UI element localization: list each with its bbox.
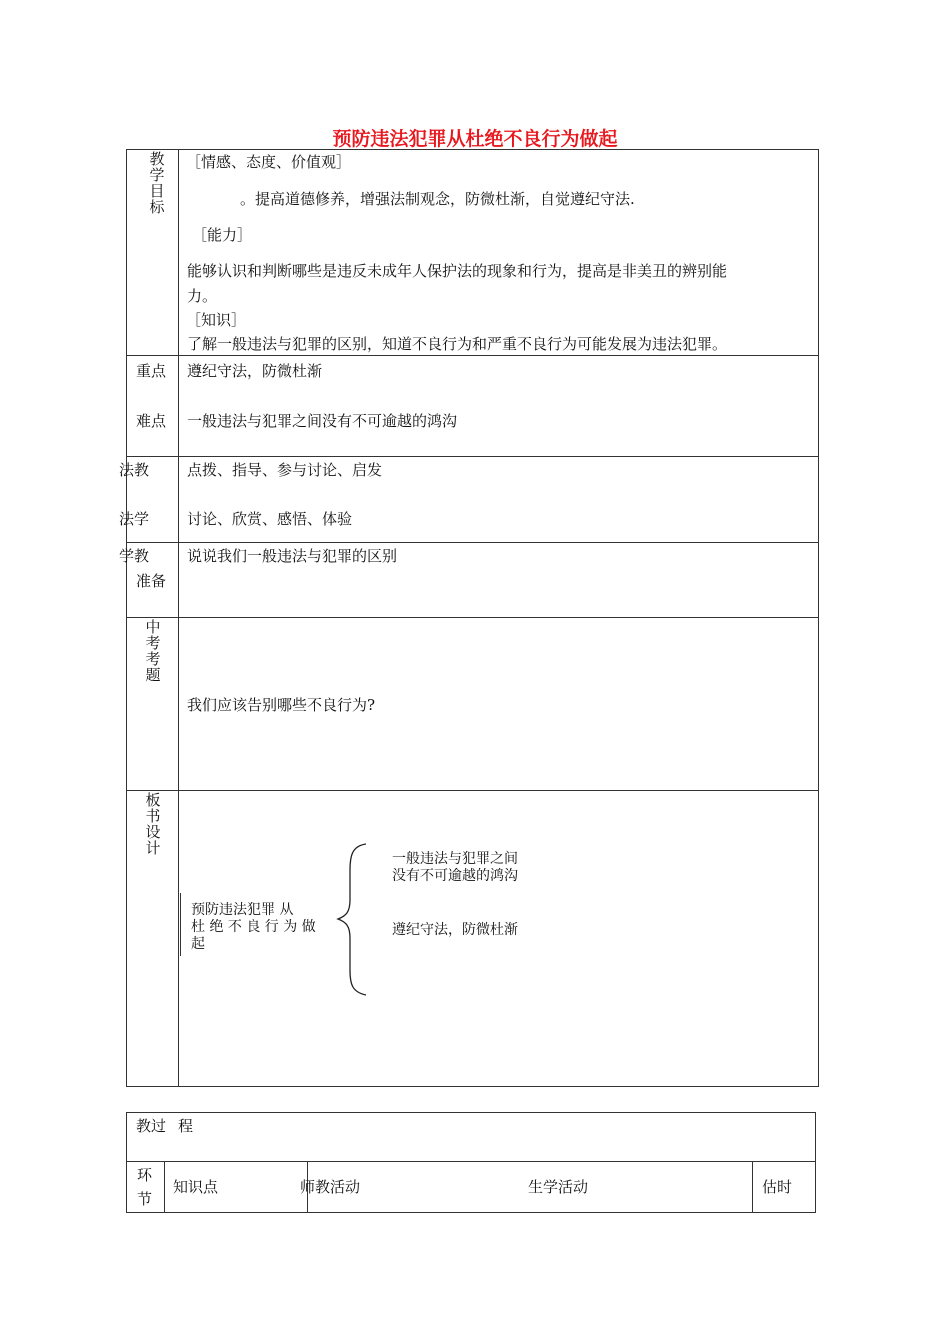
preparation-text: 说说我们一般违法与犯罪的区别 <box>187 547 398 565</box>
process-label: 教过 <box>136 1117 167 1135</box>
time-header: 估时 <box>762 1178 793 1196</box>
board-right-text-3: 遵纪守法，防微杜渐 <box>392 922 518 938</box>
ability-text-1: 能够认识和判断哪些是违反未成年人保护法的现象和行为，提高是非美丑的辨别能 <box>187 262 728 280</box>
ability-header: ［能力］ <box>192 226 253 244</box>
board-right-text-2: 没有不可逾越的鸿沟 <box>392 868 518 884</box>
difficulty-label: 难点 <box>136 412 167 430</box>
stage-header-line1: 环 <box>137 1166 153 1184</box>
difficulty-text: 一般违法与犯罪之间没有不可逾越的鸿沟 <box>187 412 458 430</box>
key-point-label: 重点 <box>136 362 167 380</box>
lesson-plan-table <box>126 149 819 1087</box>
student-activity-header: 生学活动 <box>528 1178 589 1196</box>
emotion-header: ［情感、态度、价值观］ <box>186 153 352 171</box>
preparation-label-1: 学教 <box>119 547 150 565</box>
knowledge-header: ［知识］ <box>186 311 247 329</box>
learn-method-text: 讨论、欣赏、感悟、体验 <box>187 510 353 528</box>
teaching-process-table <box>126 1112 816 1213</box>
brace-icon <box>332 840 372 1000</box>
board-left-text-3: 起 <box>191 936 205 952</box>
teacher-activity-header: 师教活动 <box>300 1178 361 1196</box>
key-point-text: 遵纪守法，防微杜渐 <box>187 362 323 380</box>
learn-method-label: 法学 <box>119 510 150 528</box>
objectives-label: 教学目标 <box>149 150 165 216</box>
page-title: 预防违法犯罪从杜绝不良行为做起 <box>332 128 618 150</box>
teach-method-label: 法教 <box>119 461 150 479</box>
exam-label: 中考考题 <box>145 618 161 684</box>
stage-header-line2: 节 <box>137 1190 153 1208</box>
preparation-label-2: 准备 <box>136 572 167 590</box>
teach-method-text: 点拨、指导、参与讨论、启发 <box>187 461 383 479</box>
ability-text-2: 力。 <box>187 287 218 305</box>
board-right-text-1: 一般违法与犯罪之间 <box>392 851 518 867</box>
emotion-text: 。提高道德修养，增强法制观念，防微杜渐，自觉遵纪守法. <box>240 190 635 208</box>
knowledge-text: 了解一般违法与犯罪的区别，知道不良行为和严重不良行为可能发展为违法犯罪。 <box>187 335 728 353</box>
process-suffix: 程 <box>178 1117 194 1135</box>
board-left-text-2: 杜 绝 不 良 行 为 做 <box>191 919 316 935</box>
board-left-text-1: 预防违法犯罪 从 <box>191 902 294 918</box>
exam-text: 我们应该告别哪些不良行为? <box>187 696 376 714</box>
board-label: 板书设计 <box>145 791 161 857</box>
knowledge-header-cell: 知识点 <box>173 1178 219 1196</box>
